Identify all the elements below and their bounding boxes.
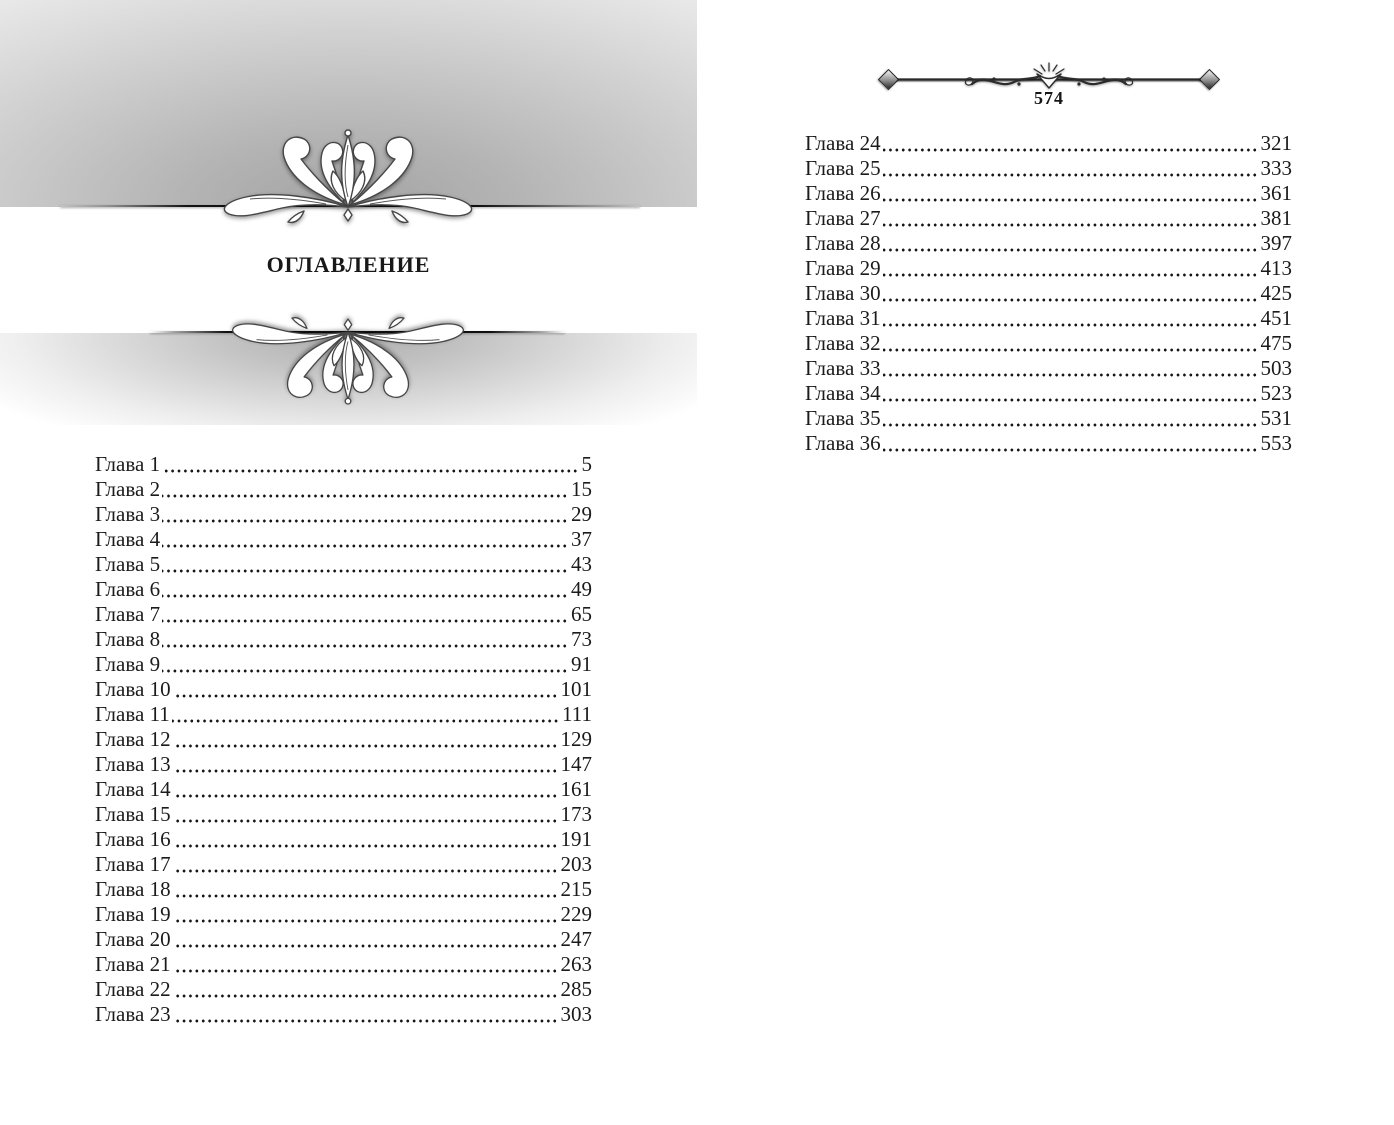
dot-leader: [883, 281, 1258, 306]
chapter-label: Глава 22: [95, 977, 171, 1001]
toc-entry: [805, 156, 1292, 181]
chapter-label: Глава 26: [805, 181, 881, 205]
chapter-page-number: 111: [562, 702, 592, 726]
dot-leader: [883, 206, 1258, 231]
toc-entry: [95, 627, 592, 652]
chapter-page-number: 413: [1260, 256, 1292, 280]
dot-leader: [172, 702, 559, 727]
dot-leader: [883, 431, 1258, 456]
chapter-page-number: 65: [571, 602, 592, 626]
chapter-page-number: 5: [581, 452, 592, 476]
chapter-label: Глава 9: [95, 652, 161, 676]
chapter-label: Глава 10: [95, 677, 171, 701]
chapter-page-number: 147: [560, 752, 592, 776]
dot-leader: [173, 927, 558, 952]
dot-leader: [883, 406, 1258, 431]
toc-entry: [805, 356, 1292, 381]
chapter-page-number: 523: [1260, 381, 1292, 405]
chapter-page-number: 43: [571, 552, 592, 576]
chapter-page-number: 101: [560, 677, 592, 701]
dot-leader: [883, 231, 1258, 256]
chapter-page-number: 191: [560, 827, 592, 851]
toc-entry: [95, 802, 592, 827]
chapter-label: Глава 5: [95, 552, 161, 576]
chapter-page-number: 203: [560, 852, 592, 876]
chapter-label: Глава 33: [805, 356, 881, 380]
dot-leader: [162, 652, 568, 677]
toc-entry: [95, 927, 592, 952]
toc-entry: [95, 452, 592, 477]
dot-leader: [883, 356, 1258, 381]
chapter-page-number: 15: [571, 477, 592, 501]
toc-entry: [95, 502, 592, 527]
page-right: [697, 0, 1394, 1125]
dot-leader: [883, 306, 1258, 331]
toc-entry: [805, 331, 1292, 356]
chapter-label: Глава 36: [805, 431, 881, 455]
dot-leader: [173, 727, 558, 752]
chapter-page-number: 333: [1260, 156, 1292, 180]
chapter-page-number: 215: [560, 877, 592, 901]
chapter-label: Глава 27: [805, 206, 881, 230]
dot-leader: [883, 381, 1258, 406]
toc-entry: [805, 206, 1292, 231]
dot-leader: [173, 827, 558, 852]
chapter-label: Глава 29: [805, 256, 881, 280]
toc-entry: [95, 952, 592, 977]
chapter-label: Глава 34: [805, 381, 881, 405]
toc-list-right: [805, 131, 1292, 456]
chapter-page-number: 425: [1260, 281, 1292, 305]
chapter-page-number: 161: [560, 777, 592, 801]
dot-leader: [173, 952, 558, 977]
diamond-finial-right-icon: [1199, 69, 1220, 90]
toc-entry: [805, 306, 1292, 331]
chapter-label: Глава 11: [95, 702, 170, 726]
chapter-label: Глава 17: [95, 852, 171, 876]
toc-entry: [95, 602, 592, 627]
chapter-page-number: 553: [1260, 431, 1292, 455]
chapter-page-number: 49: [571, 577, 592, 601]
toc-entry: [95, 702, 592, 727]
chapter-page-number: 29: [571, 502, 592, 526]
chapter-page-number: 397: [1260, 231, 1292, 255]
toc-entry: [95, 852, 592, 877]
baroque-floral-pendant-ornament: [208, 316, 488, 408]
dot-leader: [162, 452, 578, 477]
chapter-label: Глава 18: [95, 877, 171, 901]
toc-entry: [95, 977, 592, 1002]
chapter-page-number: 503: [1260, 356, 1292, 380]
dot-leader: [173, 977, 558, 1002]
chapter-page-number: 451: [1260, 306, 1292, 330]
chapter-label: Глава 19: [95, 902, 171, 926]
toc-entry: [95, 727, 592, 752]
toc-entry: [95, 552, 592, 577]
toc-entry: [805, 381, 1292, 406]
toc-entry: [805, 181, 1292, 206]
chapter-page-number: 285: [560, 977, 592, 1001]
chapter-page-number: 229: [560, 902, 592, 926]
toc-entry: [95, 777, 592, 802]
dot-leader: [883, 181, 1258, 206]
chapter-label: Глава 7: [95, 602, 161, 626]
toc-entry: [95, 577, 592, 602]
chapter-label: Глава 20: [95, 927, 171, 951]
chapter-label: Глава 30: [805, 281, 881, 305]
toc-entry: [95, 652, 592, 677]
chapter-label: Глава 13: [95, 752, 171, 776]
chapter-label: Глава 32: [805, 331, 881, 355]
toc-entry: [95, 677, 592, 702]
chapter-label: Глава 15: [95, 802, 171, 826]
toc-entry: [805, 406, 1292, 431]
toc-entry: [805, 281, 1292, 306]
chapter-page-number: 73: [571, 627, 592, 651]
dot-leader: [883, 256, 1258, 281]
chapter-label: Глава 16: [95, 827, 171, 851]
dot-leader: [883, 156, 1258, 181]
dot-leader: [162, 477, 568, 502]
chapter-label: Глава 28: [805, 231, 881, 255]
folio-page-number: 574: [1034, 88, 1064, 108]
chapter-page-number: 91: [571, 652, 592, 676]
dot-leader: [883, 131, 1258, 156]
toc-entry: [805, 231, 1292, 256]
chapter-label: Глава 25: [805, 156, 881, 180]
dot-leader: [173, 1002, 558, 1027]
toc-entry: [95, 877, 592, 902]
chapter-label: Глава 31: [805, 306, 881, 330]
chapter-label: Глава 3: [95, 502, 161, 526]
dot-leader: [173, 902, 558, 927]
toc-entry: [95, 477, 592, 502]
dot-leader: [162, 502, 568, 527]
chapter-page-number: 531: [1260, 406, 1292, 430]
toc-entry: [95, 902, 592, 927]
chapter-label: Глава 6: [95, 577, 161, 601]
dot-leader: [162, 552, 568, 577]
dot-leader: [162, 527, 568, 552]
toc-list-left: [95, 452, 592, 1027]
chapter-page-number: 263: [560, 952, 592, 976]
toc-entry: [95, 1002, 592, 1027]
chapter-page-number: 361: [1260, 181, 1292, 205]
dot-leader: [883, 331, 1258, 356]
chapter-label: Глава 8: [95, 627, 161, 651]
dot-leader: [162, 627, 568, 652]
chapter-label: Глава 24: [805, 131, 881, 155]
dot-leader: [162, 602, 568, 627]
chapter-label: Глава 14: [95, 777, 171, 801]
dot-leader: [173, 777, 558, 802]
chapter-page-number: 37: [571, 527, 592, 551]
chapter-label: Глава 21: [95, 952, 171, 976]
dot-leader: [173, 877, 558, 902]
chapter-page-number: 381: [1260, 206, 1292, 230]
dot-leader: [162, 577, 568, 602]
toc-entry: [95, 827, 592, 852]
chapter-page-number: 303: [560, 1002, 592, 1026]
toc-entry: [95, 527, 592, 552]
chapter-page-number: 247: [560, 927, 592, 951]
chapter-label: Глава 12: [95, 727, 171, 751]
toc-title: ОГЛАВЛЕНИЕ: [266, 252, 431, 277]
dot-leader: [173, 752, 558, 777]
chapter-page-number: 321: [1260, 131, 1292, 155]
baroque-floral-crown-ornament: [198, 126, 498, 224]
diamond-finial-left-icon: [878, 69, 899, 90]
toc-entry: [95, 752, 592, 777]
toc-entry: [805, 131, 1292, 156]
chapter-label: Глава 23: [95, 1002, 171, 1026]
running-head: [888, 62, 1210, 118]
chapter-page-number: 475: [1260, 331, 1292, 355]
chapter-label: Глава 4: [95, 527, 161, 551]
chapter-label: Глава 35: [805, 406, 881, 430]
chapter-page-number: 129: [560, 727, 592, 751]
toc-entry: [805, 256, 1292, 281]
chapter-page-number: 173: [560, 802, 592, 826]
chapter-label: Глава 1: [95, 452, 161, 476]
toc-entry: [805, 431, 1292, 456]
dot-leader: [173, 802, 558, 827]
dot-leader: [173, 852, 558, 877]
chapter-label: Глава 2: [95, 477, 161, 501]
dot-leader: [173, 677, 558, 702]
